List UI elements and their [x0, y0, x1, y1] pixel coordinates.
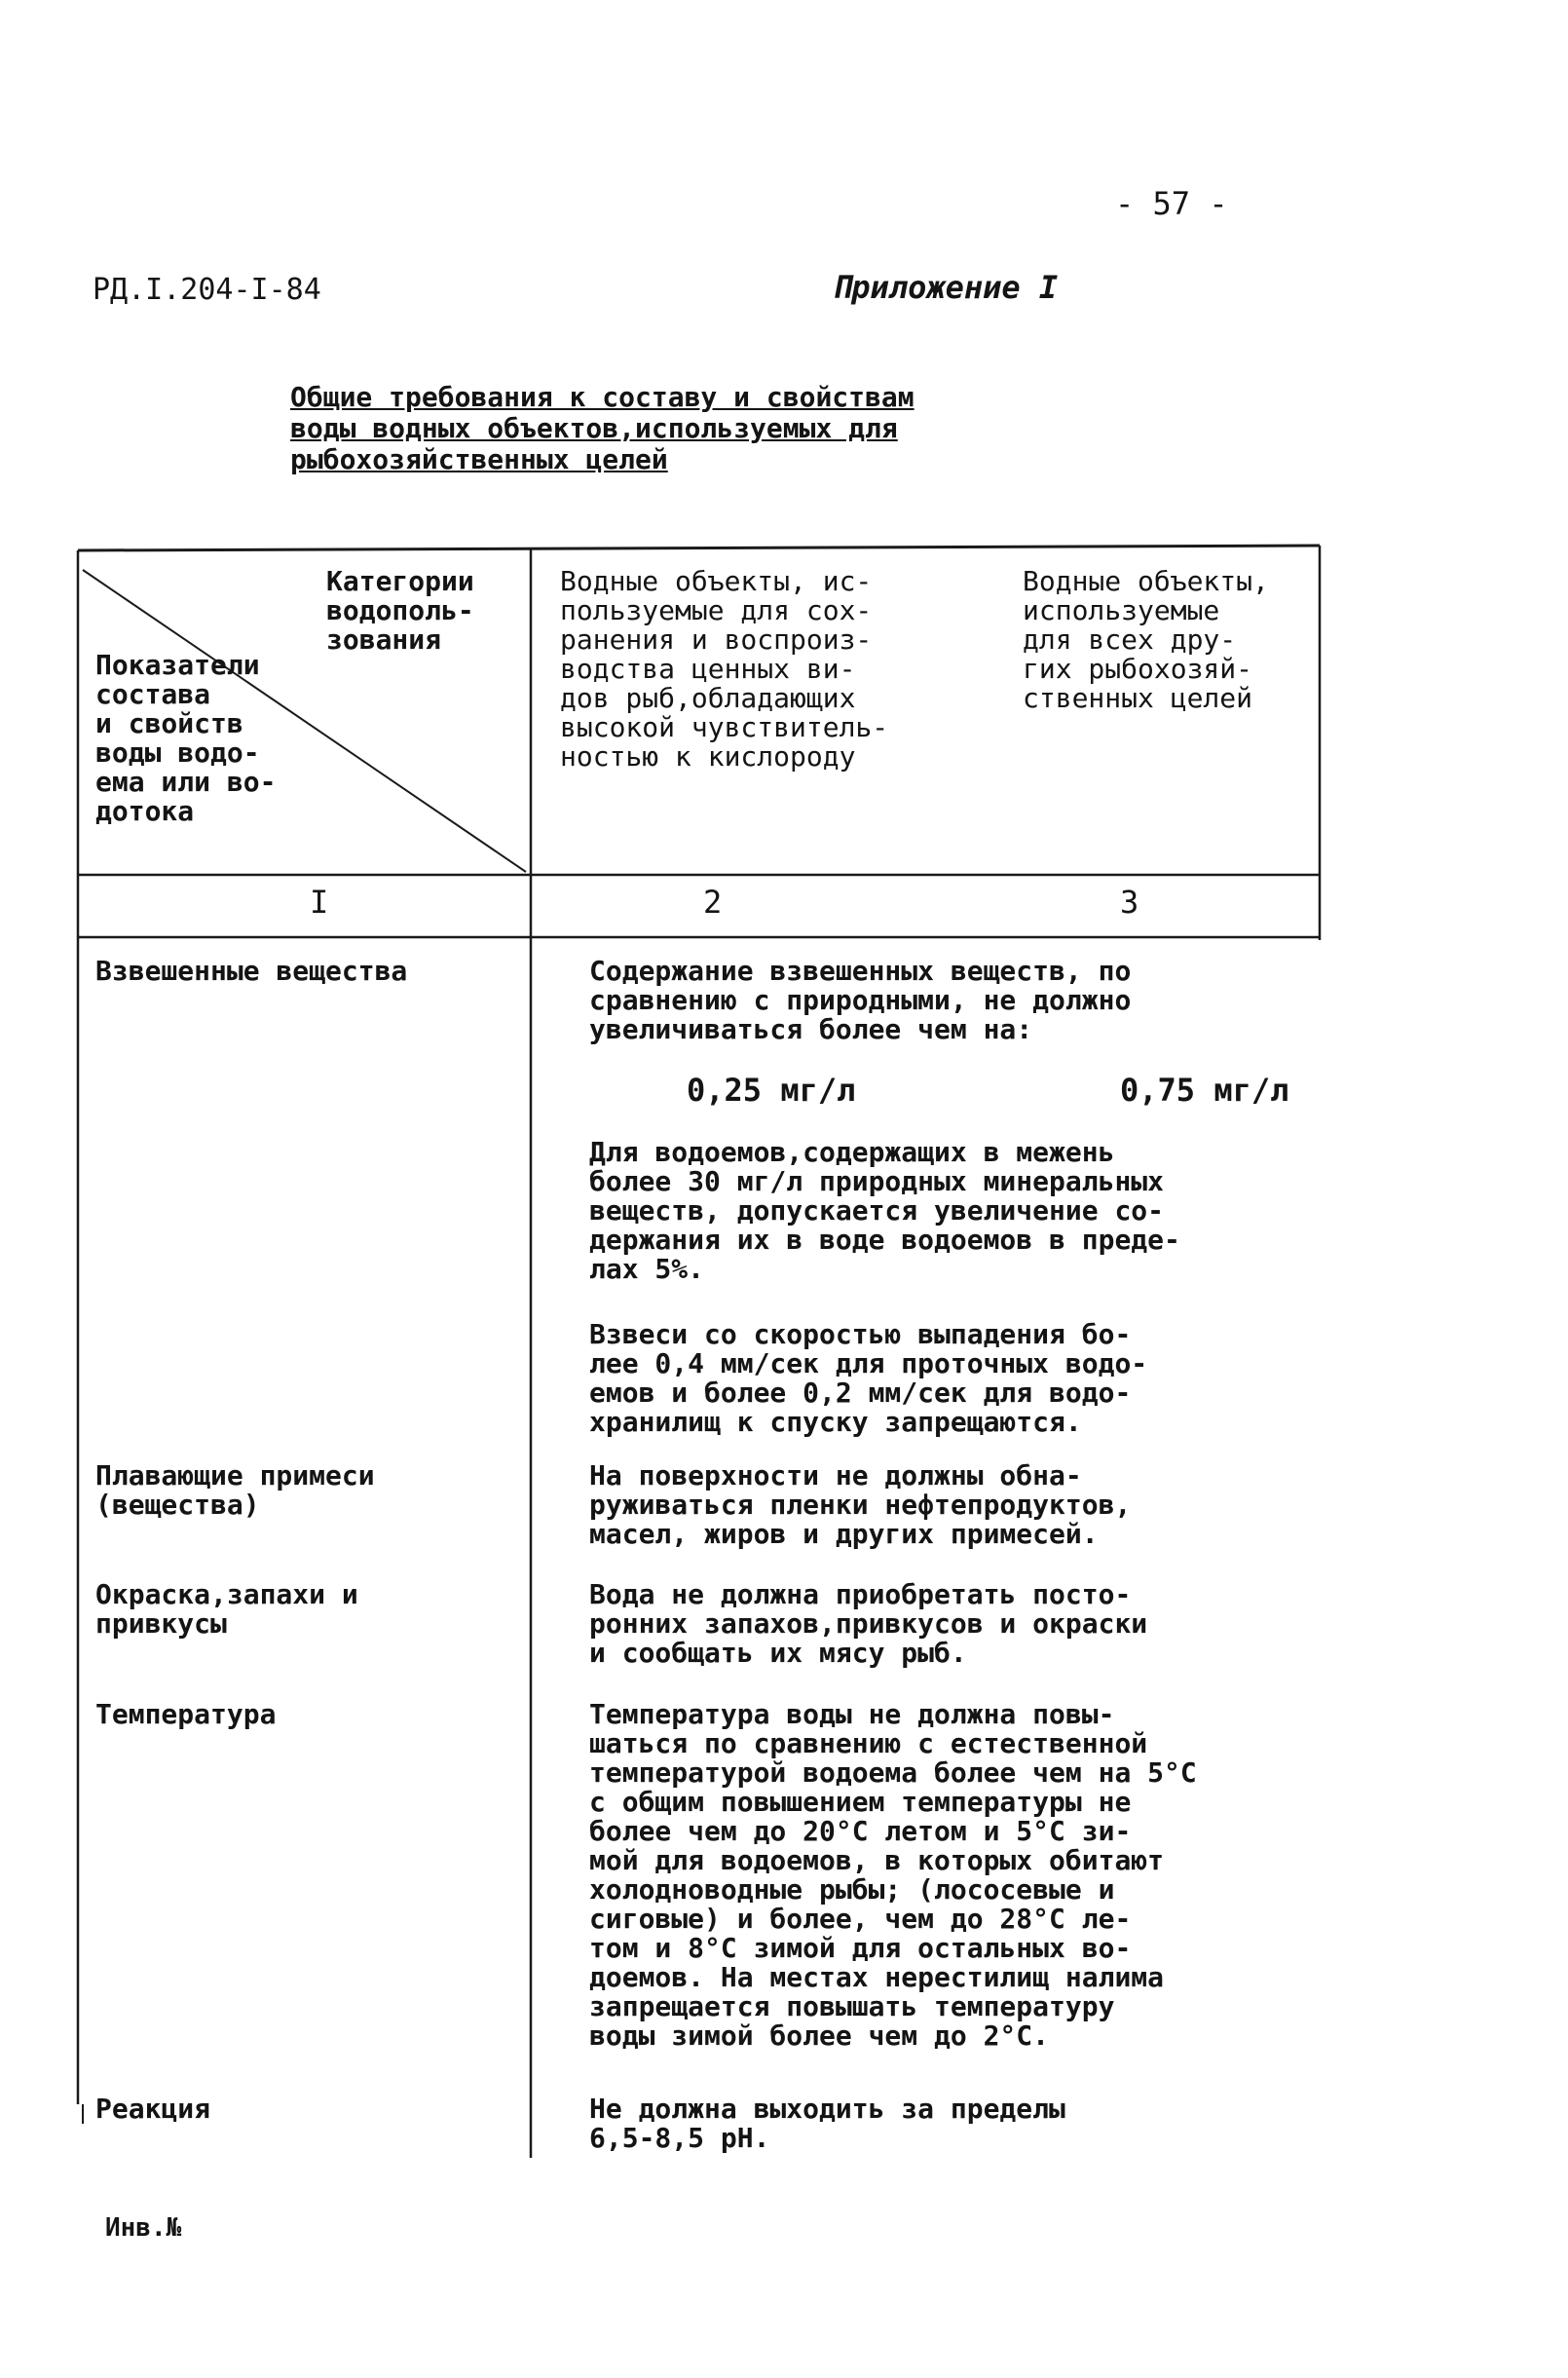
column-number-3: 3: [1120, 884, 1139, 921]
indicator-floating-impurities: Плавающие примеси (вещества): [95, 1459, 375, 1521]
header-column-2: Водные объекты, ис- пользуемые для сох- ранения и воспроиз- водства ценных ви- дов рыб,обладающих высокой чувствитель- ностью к кислороду: [560, 565, 889, 773]
appendix-label: Приложение I: [833, 269, 1059, 306]
text-color-odor: Вода не должна приобретать посто- ронних запахов,привкусов и окраски и сообщать их мясу рыб.: [589, 1578, 1148, 1669]
indicator-color-odor: Окраска,запахи и привкусы: [95, 1578, 358, 1640]
value-col-3: 0,75 мг/л: [1120, 1072, 1289, 1109]
header-indicators: Показатели состава и свойств воды водо- ема или во- дотока: [95, 649, 277, 827]
text-reaction: Не должна выходить за пределы 6,5-8,5 рН.: [589, 2093, 1065, 2154]
page-number: - 57 -: [1115, 185, 1228, 222]
indicator-reaction: Реакция: [95, 2093, 211, 2125]
title-line-1: Общие требования к составу и свойствам: [290, 381, 915, 413]
indicator-temperature: Температура: [95, 1698, 277, 1730]
header-column-3: Водные объекты, используемые для всех дру- гих рыбохозяй- ственных целей: [1023, 565, 1269, 714]
inventory-number: Инв.№: [105, 2213, 182, 2243]
column-number-2: 2: [703, 884, 723, 921]
header-categories: Категории водополь- зования: [326, 565, 474, 656]
title-line-3: рыбохозяйственных целей: [290, 443, 668, 475]
text-temperature: Температура воды не должна повы- шаться по сравнению с естественной температурой водоема более чем на 5°С с общим повышением температуры не более чем до 20°С летом и 5°С зи- мой для водоемов, в которых обитают холодноводные рыбы; (лососевые и сиговые) и более, чем до 28°С ле- том и 8°С зимой для остальных во- доемов. На местах нерестилищ налима запрещается повышать температуру воды зимой более чем до 2°С.: [589, 1698, 1197, 2052]
document-title: [290, 382, 1050, 475]
text-suspended-solids: Содержание взвешенных веществ, по сравнению с природными, не должно увеличиваться более чем на:: [589, 955, 1132, 1045]
document-code: РД.I.204-I-84: [93, 273, 321, 307]
title-line-2: воды водных объектов,используемых для: [290, 412, 898, 444]
value-col-2: 0,25 мг/л: [687, 1072, 856, 1109]
text-floating-impurities: На поверхности не должны обна- руживаться пленки нефтепродуктов, масел, жиров и других примесей.: [589, 1459, 1132, 1550]
text-suspension-speed: Взвеси со скоростью выпадения бо- лее 0,4 мм/сек для проточных водо- емов и более 0,2 мм/сек для водо- хранилищ к спуску запрещаются.: [589, 1318, 1148, 1438]
text-mineral-water: Для водоемов,содержащих в межень более 30 мг/л природных минеральных веществ, допускается увеличение со- держания их в воде водоемов в преде- лах 5%.: [589, 1136, 1180, 1285]
indicator-suspended-solids: Взвешенные вещества: [95, 955, 408, 987]
column-number-1: I: [310, 884, 329, 921]
